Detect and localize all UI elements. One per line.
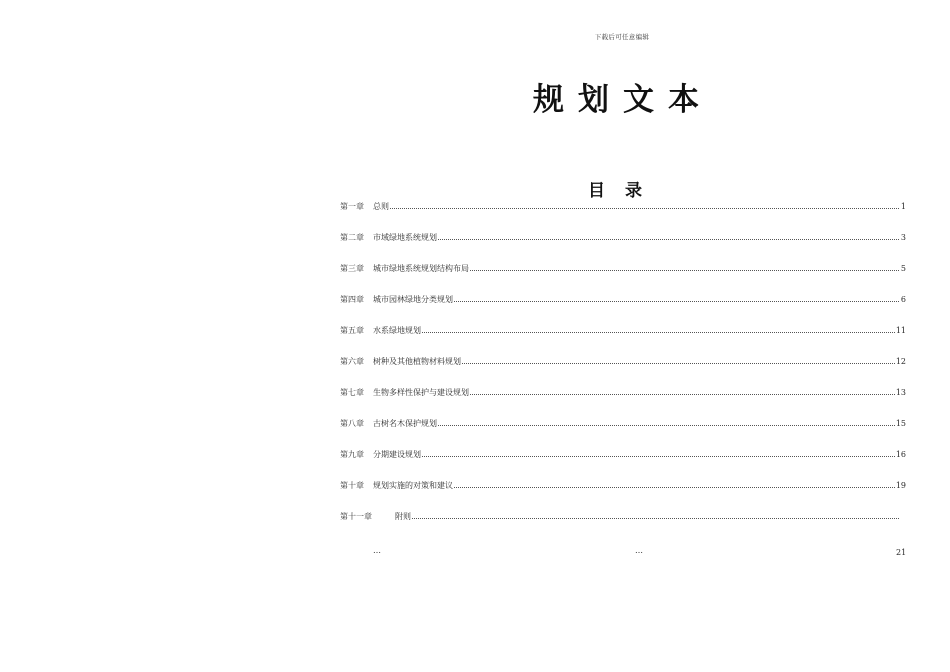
toc-entry-chapter-2[interactable] — [340, 231, 906, 243]
toc-dot-leader — [438, 415, 895, 426]
header-note: 下载后可任意编辑 — [594, 33, 650, 41]
toc-chapter-number: 第九章 — [340, 450, 364, 459]
toc-chapter-number: 第五章 — [340, 326, 364, 335]
toc-page-number: 3 — [900, 233, 906, 242]
toc-dot-leader — [438, 229, 899, 240]
toc-page-number: 19 — [895, 481, 906, 490]
toc-continuation-dots-middle: … — [635, 546, 643, 555]
toc-heading: 目录 — [588, 181, 662, 201]
toc-entry-chapter-1[interactable] — [340, 200, 906, 212]
toc-dot-leader — [422, 446, 895, 457]
toc-chapter-title: 总则 — [373, 202, 389, 211]
toc-dot-leader — [470, 260, 899, 271]
toc-chapter-number: 第十章 — [340, 481, 364, 490]
toc-chapter-title: 城市绿地系统规划结构布局 — [373, 264, 469, 273]
toc-entry-chapter-5[interactable] — [340, 324, 906, 336]
toc-chapter-number: 第六章 — [340, 357, 364, 366]
toc-chapter-title: 分期建设规划 — [373, 450, 421, 459]
toc-page-number: 1 — [900, 202, 906, 211]
toc-chapter-number: 第十一章 — [340, 512, 372, 521]
toc-chapter-title: 古树名木保护规划 — [373, 419, 437, 428]
toc-entry-chapter-3[interactable] — [340, 262, 906, 274]
toc-continuation-page-number: 21 — [896, 548, 907, 557]
toc-entry-chapter-11[interactable] — [340, 510, 906, 522]
toc-dot-leader — [462, 353, 895, 364]
toc-dot-leader — [454, 477, 895, 488]
toc-chapter-number: 第七章 — [340, 388, 364, 397]
toc-chapter-title: 附则 — [395, 512, 411, 521]
toc-chapter-title: 城市园林绿地分类规划 — [373, 295, 453, 304]
toc-page-number: 13 — [895, 388, 906, 397]
toc-dot-leader — [470, 384, 895, 395]
toc-entry-chapter-9[interactable] — [340, 448, 906, 460]
toc-page-number: 12 — [895, 357, 906, 366]
toc-dot-leader — [412, 508, 899, 519]
toc-entry-chapter-6[interactable] — [340, 355, 906, 367]
toc-chapter-title: 生物多样性保护与建设规划 — [373, 388, 469, 397]
toc-chapter-title: 规划实施的对策和建议 — [373, 481, 453, 490]
toc-page-number: 11 — [895, 326, 906, 335]
toc-entry-chapter-10[interactable] — [340, 479, 906, 491]
toc-page-number: 5 — [900, 264, 906, 273]
toc-dot-leader — [390, 198, 899, 209]
toc-dot-leader — [422, 322, 895, 333]
toc-chapter-number: 第二章 — [340, 233, 364, 242]
toc-chapter-number: 第四章 — [340, 295, 364, 304]
toc-chapter-title: 水系绿地规划 — [373, 326, 421, 335]
toc-page-number: 16 — [895, 450, 906, 459]
toc-page-number: 6 — [900, 295, 906, 304]
toc-chapter-number: 第八章 — [340, 419, 364, 428]
document-title: 规划文本 — [533, 82, 713, 118]
toc-chapter-title: 市域绿地系统规划 — [373, 233, 437, 242]
toc-page-number: 15 — [895, 419, 906, 428]
toc-entry-chapter-8[interactable] — [340, 417, 906, 429]
toc-chapter-title: 树种及其他植物材料规划 — [373, 357, 461, 366]
toc-dot-leader — [454, 291, 899, 302]
toc-chapter-number: 第一章 — [340, 202, 364, 211]
toc-entry-chapter-7[interactable] — [340, 386, 906, 398]
toc-entry-chapter-4[interactable] — [340, 293, 906, 305]
toc-chapter-number: 第三章 — [340, 264, 364, 273]
toc-continuation-dots-left: … — [373, 546, 381, 555]
